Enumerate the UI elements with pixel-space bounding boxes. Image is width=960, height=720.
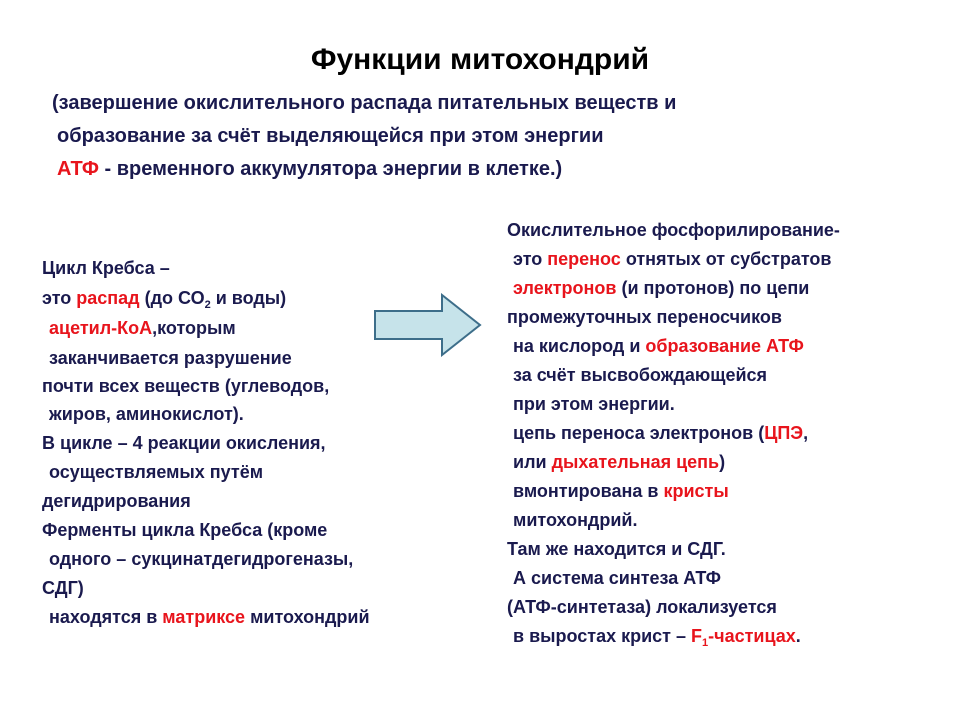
- right-line-2: [513, 245, 832, 274]
- left-line-13: [49, 603, 370, 632]
- subscript: 1: [702, 637, 709, 649]
- right-line-3: [513, 274, 809, 303]
- left-line-3: [49, 314, 236, 343]
- left-line-12: СДГ): [42, 578, 84, 598]
- left-line-7: В цикле – 4 реакции окисления,: [42, 433, 326, 453]
- red-term: электронов: [513, 278, 617, 298]
- left-line-10: Ферменты цикла Кребса (кроме: [42, 520, 328, 540]
- red-term: образование АТФ: [645, 336, 804, 356]
- text-span: цепь переноса электронов (: [513, 423, 765, 443]
- red-term: перенос: [547, 249, 621, 269]
- text-span: находятся в: [49, 607, 163, 627]
- subtitle-line-1: (завершение окислительного распада питательных веществ и: [52, 92, 677, 114]
- red-term: ЦПЭ: [764, 423, 804, 443]
- text-span: или: [513, 452, 552, 472]
- left-line-2: [42, 284, 286, 313]
- right-line-9: [513, 448, 725, 477]
- text-span: это: [513, 249, 548, 269]
- right-line-12: Там же находится и СДГ.: [507, 539, 726, 559]
- right-line-10: [513, 477, 729, 506]
- text-span: это: [42, 288, 77, 308]
- text-span: ,: [803, 423, 809, 443]
- red-term: распад: [76, 288, 140, 308]
- right-line-14: (АТФ-синтетаза) локализуется: [507, 597, 777, 617]
- text-span: и воды): [210, 288, 287, 308]
- text-span: вмонтирована в: [513, 481, 664, 501]
- atf-term: АТФ: [57, 158, 99, 180]
- text-span: в выростах крист –: [513, 626, 692, 646]
- red-term: матриксе: [162, 607, 246, 627]
- right-line-15: [513, 622, 801, 651]
- right-line-1: Окислительное фосфорилирование-: [507, 220, 840, 240]
- text-span: ): [719, 452, 726, 472]
- right-line-4: промежуточных переносчиков: [507, 307, 782, 327]
- text-span: отнятых от субстратов: [620, 249, 832, 269]
- text-span: на кислород и: [513, 336, 646, 356]
- subscript: 2: [204, 299, 211, 311]
- right-line-7: при этом энергии.: [513, 394, 675, 414]
- right-line-8: [513, 419, 808, 448]
- left-line-4: заканчивается разрушение: [49, 348, 292, 368]
- right-line-13: А система синтеза АТФ: [513, 568, 722, 588]
- left-line-5: почти всех веществ (углеводов,: [42, 376, 330, 396]
- red-term: F: [691, 626, 703, 646]
- right-line-6: за счёт высвобождающейся: [513, 365, 768, 385]
- subtitle-line-3-rest: - временного аккумулятора энергии в клетке.): [98, 158, 563, 180]
- slide-title: Функции митохондрий: [310, 43, 650, 76]
- text-span: (до СО: [139, 288, 205, 308]
- left-line-1: Цикл Кребса –: [42, 258, 170, 278]
- right-line-5: [513, 332, 804, 361]
- red-term: ацетил-КоА: [49, 318, 153, 338]
- subtitle-line-3: [57, 155, 562, 183]
- red-term: кристы: [663, 481, 729, 501]
- text-span: (и протонов) по цепи: [616, 278, 810, 298]
- text-span: митохондрий: [245, 607, 370, 627]
- text-span: .: [795, 626, 801, 646]
- right-arrow-icon: [374, 293, 484, 357]
- left-line-9: дегидрирования: [42, 491, 191, 511]
- right-line-11: митохондрий.: [513, 510, 638, 530]
- left-line-11: одного – сукцинатдегидрогеназы,: [49, 549, 354, 569]
- red-term: -частицах: [708, 626, 796, 646]
- left-line-8: осуществляемых путём: [49, 462, 264, 482]
- subtitle-line-2: образование за счёт выделяющейся при этом энергии: [57, 125, 604, 147]
- left-line-6: жиров, аминокислот).: [49, 404, 244, 424]
- red-term: дыхательная цепь: [551, 452, 720, 472]
- text-span: ,которым: [152, 318, 236, 338]
